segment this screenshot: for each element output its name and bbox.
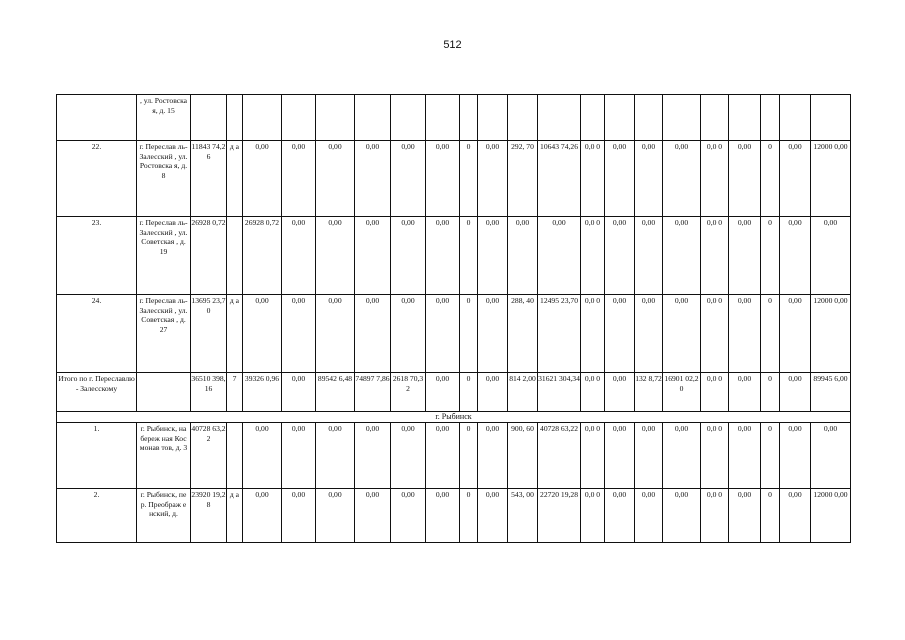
cell-col-22: 0,00	[780, 489, 811, 543]
cell-col-5: 0,00	[243, 489, 282, 543]
cell-col-10: 0,00	[426, 489, 460, 543]
row-total-pereslavl	[57, 373, 851, 412]
cell-col-6: 0,00	[282, 373, 316, 412]
cell-col-12: 0,00	[478, 295, 508, 373]
row-r1	[57, 423, 851, 489]
cell-col-12: 0,00	[478, 141, 508, 217]
row-r2	[57, 489, 851, 543]
cell-col-14: 40728 63,22	[538, 423, 581, 489]
cell-col-6: 0,00	[282, 423, 316, 489]
row-24	[57, 295, 851, 373]
cell-col-13	[508, 95, 538, 141]
cell-col-4	[227, 95, 243, 141]
cell-col-2	[137, 373, 191, 412]
cell-col-15: 0,0 0	[581, 217, 605, 295]
cell-col-6: 0,00	[282, 217, 316, 295]
cell-col-23: 12000 0,00	[811, 295, 851, 373]
cell-col-22: 0,00	[780, 423, 811, 489]
cell-col-9: 0,00	[391, 423, 426, 489]
cell-col-3: 26928 0,72	[191, 217, 227, 295]
cell-col-1: Итого по г. Переславлю- Залесскому	[57, 373, 137, 412]
cell-col-15: 0,0 0	[581, 373, 605, 412]
cell-col-22: 0,00	[780, 217, 811, 295]
cell-col-8: 0,00	[355, 295, 391, 373]
cell-col-21: 0	[761, 489, 780, 543]
cell-col-18	[663, 95, 701, 141]
cell-col-2: г. Рыбинск, набереж ная Космонав тов, д. 3	[137, 423, 191, 489]
data-table	[56, 94, 851, 543]
cell-col-14: 12495 23,70	[538, 295, 581, 373]
cell-col-14: 31621 304,34	[538, 373, 581, 412]
cell-col-1: 22.	[57, 141, 137, 217]
cell-col-22	[780, 95, 811, 141]
cell-col-18: 0,00	[663, 489, 701, 543]
cell-col-23: 89945 6,00	[811, 373, 851, 412]
cell-col-13: 0,00	[508, 217, 538, 295]
cell-col-13: 900, 60	[508, 423, 538, 489]
cell-col-19: 0,0 0	[701, 423, 729, 489]
cell-col-12: 0,00	[478, 489, 508, 543]
cell-col-18: 0,00	[663, 141, 701, 217]
cell-col-14: 0,00	[538, 217, 581, 295]
cell-col-17: 0,00	[635, 423, 663, 489]
cell-col-17: 0,00	[635, 217, 663, 295]
cell-col-16	[605, 95, 635, 141]
cell-col-2: г. Переслав ль- Залесский , ул. Советская , д. 27	[137, 295, 191, 373]
section-rybinsk	[57, 412, 851, 423]
cell-col-19: 0,0 0	[701, 373, 729, 412]
cell-col-9: 0,00	[391, 295, 426, 373]
cell-col-4: 7	[227, 373, 243, 412]
cell-col-3: 13695 23,70	[191, 295, 227, 373]
cell-col-11	[460, 95, 478, 141]
cell-col-19: 0,0 0	[701, 295, 729, 373]
cell-col-11: 0	[460, 489, 478, 543]
cell-col-22: 0,00	[780, 141, 811, 217]
cell-col-16: 0,00	[605, 373, 635, 412]
cell-col-22: 0,00	[780, 295, 811, 373]
cell-col-20: 0,00	[729, 373, 761, 412]
cell-col-20	[729, 95, 761, 141]
cell-col-15: 0,0 0	[581, 141, 605, 217]
cell-col-5: 0,00	[243, 295, 282, 373]
cell-col-20: 0,00	[729, 295, 761, 373]
cell-col-8: 0,00	[355, 423, 391, 489]
cell-col-18: 0,00	[663, 295, 701, 373]
cell-col-4: д а	[227, 295, 243, 373]
cell-col-7: 0,00	[316, 423, 355, 489]
cell-col-7: 0,00	[316, 217, 355, 295]
cell-col-5: 39326 0,96	[243, 373, 282, 412]
cell-col-1: 24.	[57, 295, 137, 373]
cell-col-10: 0,00	[426, 217, 460, 295]
cell-col-21: 0	[761, 217, 780, 295]
cell-col-21: 0	[761, 295, 780, 373]
cell-col-23: 12000 0,00	[811, 141, 851, 217]
cell-col-10: 0,00	[426, 295, 460, 373]
cell-col-17: 0,00	[635, 141, 663, 217]
cell-col-1: 1.	[57, 423, 137, 489]
cell-col-13: 292, 70	[508, 141, 538, 217]
cell-col-19: 0,0 0	[701, 141, 729, 217]
cell-col-14: 22720 19,28	[538, 489, 581, 543]
cell-col-10: 0,00	[426, 423, 460, 489]
cell-col-16: 0,00	[605, 423, 635, 489]
cell-col-15	[581, 95, 605, 141]
cell-col-15: 0,0 0	[581, 489, 605, 543]
cell-col-11: 0	[460, 295, 478, 373]
cell-col-5: 0,00	[243, 423, 282, 489]
row-23	[57, 217, 851, 295]
cell-col-13: 543, 00	[508, 489, 538, 543]
row-continued	[57, 95, 851, 141]
cell-col-13: 814 2,00	[508, 373, 538, 412]
cell-col-15: 0,0 0	[581, 295, 605, 373]
cell-col-23: 0,00	[811, 423, 851, 489]
cell-col-9: 0,00	[391, 141, 426, 217]
cell-col-20: 0,00	[729, 141, 761, 217]
cell-col-17: 132 8,72	[635, 373, 663, 412]
cell-col-6: 0,00	[282, 489, 316, 543]
cell-col-2: г. Рыбинск, пер. Преображ енский, д.	[137, 489, 191, 543]
cell-col-15: 0,0 0	[581, 423, 605, 489]
cell-col-16: 0,00	[605, 295, 635, 373]
cell-col-7: 0,00	[316, 295, 355, 373]
cell-col-4: д а	[227, 489, 243, 543]
cell-col-5: 26928 0,72	[243, 217, 282, 295]
cell-col-9: 0,00	[391, 489, 426, 543]
cell-col-12	[478, 95, 508, 141]
cell-col-1: 2.	[57, 489, 137, 543]
section-label: г. Рыбинск	[57, 412, 851, 423]
cell-col-19: 0,0 0	[701, 217, 729, 295]
cell-col-4: д а	[227, 141, 243, 217]
cell-col-11: 0	[460, 373, 478, 412]
cell-col-13: 288, 40	[508, 295, 538, 373]
cell-col-2: , ул. Ростовска я, д. 15	[137, 95, 191, 141]
cell-col-19: 0,0 0	[701, 489, 729, 543]
cell-col-4	[227, 217, 243, 295]
cell-col-8: 0,00	[355, 217, 391, 295]
cell-col-18: 0,00	[663, 423, 701, 489]
cell-col-8	[355, 95, 391, 141]
cell-col-2: г. Переслав ль- Залесский , ул. Советская , д. 19	[137, 217, 191, 295]
cell-col-8: 0,00	[355, 489, 391, 543]
cell-col-3: 36510 398,16	[191, 373, 227, 412]
cell-col-16: 0,00	[605, 217, 635, 295]
cell-col-23: 12000 0,00	[811, 489, 851, 543]
row-22	[57, 141, 851, 217]
cell-col-6: 0,00	[282, 295, 316, 373]
cell-col-11: 0	[460, 423, 478, 489]
cell-col-14: 10643 74,26	[538, 141, 581, 217]
cell-col-12: 0,00	[478, 373, 508, 412]
page-number: 512	[443, 39, 462, 51]
cell-col-10: 0,00	[426, 373, 460, 412]
cell-col-17: 0,00	[635, 489, 663, 543]
cell-col-11: 0	[460, 217, 478, 295]
cell-col-9: 0,00	[391, 217, 426, 295]
cell-col-1	[57, 95, 137, 141]
cell-col-11: 0	[460, 141, 478, 217]
cell-col-6: 0,00	[282, 141, 316, 217]
cell-col-20: 0,00	[729, 217, 761, 295]
cell-col-5: 0,00	[243, 141, 282, 217]
cell-col-17: 0,00	[635, 295, 663, 373]
cell-col-14	[538, 95, 581, 141]
cell-col-21	[761, 95, 780, 141]
cell-col-1: 23.	[57, 217, 137, 295]
cell-col-5	[243, 95, 282, 141]
cell-col-20: 0,00	[729, 489, 761, 543]
cell-col-10	[426, 95, 460, 141]
cell-col-18: 16901 02,20	[663, 373, 701, 412]
cell-col-3: 40728 63,22	[191, 423, 227, 489]
cell-col-7: 0,00	[316, 489, 355, 543]
cell-col-9: 2618 70,32	[391, 373, 426, 412]
cell-col-20: 0,00	[729, 423, 761, 489]
cell-col-8: 74897 7,86	[355, 373, 391, 412]
cell-col-16: 0,00	[605, 141, 635, 217]
cell-col-3	[191, 95, 227, 141]
cell-col-12: 0,00	[478, 423, 508, 489]
cell-col-21: 0	[761, 141, 780, 217]
cell-col-7: 89542 6,48	[316, 373, 355, 412]
cell-col-12: 0,00	[478, 217, 508, 295]
cell-col-3: 11843 74,26	[191, 141, 227, 217]
cell-col-7: 0,00	[316, 141, 355, 217]
cell-col-3: 23920 19,28	[191, 489, 227, 543]
cell-col-18: 0,00	[663, 217, 701, 295]
cell-col-4	[227, 423, 243, 489]
cell-col-21: 0	[761, 373, 780, 412]
cell-col-23	[811, 95, 851, 141]
cell-col-17	[635, 95, 663, 141]
cell-col-22: 0,00	[780, 373, 811, 412]
cell-col-7	[316, 95, 355, 141]
cell-col-6	[282, 95, 316, 141]
cell-col-9	[391, 95, 426, 141]
cell-col-2: г. Переслав ль- Залесский , ул. Ростовска я, д. 8	[137, 141, 191, 217]
cell-col-10: 0,00	[426, 141, 460, 217]
cell-col-8: 0,00	[355, 141, 391, 217]
cell-col-19	[701, 95, 729, 141]
cell-col-23: 0,00	[811, 217, 851, 295]
cell-col-21: 0	[761, 423, 780, 489]
cell-col-16: 0,00	[605, 489, 635, 543]
